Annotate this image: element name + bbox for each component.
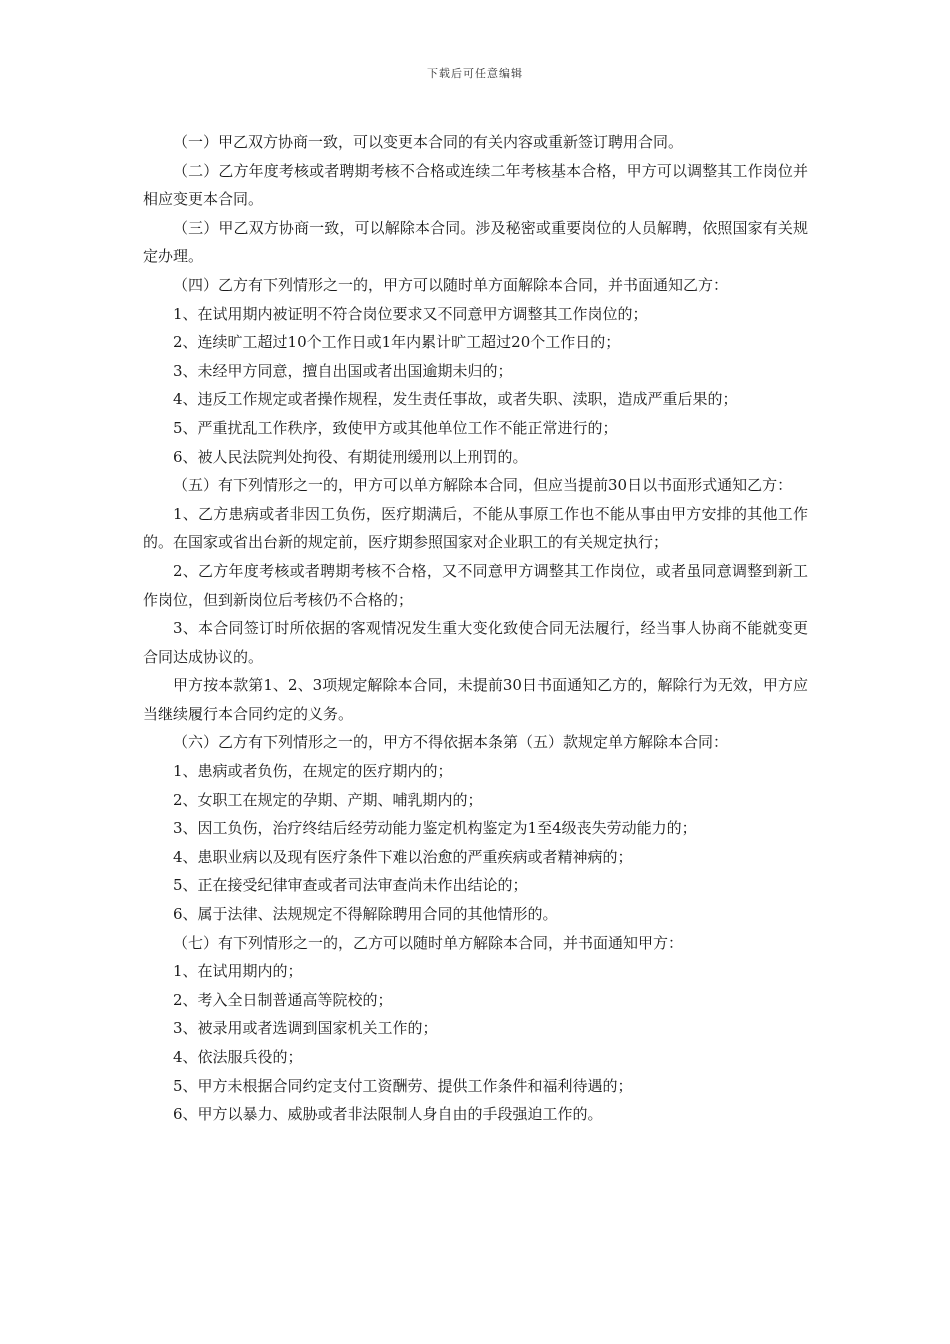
clause-paragraph: （四）乙方有下列情形之一的，甲方可以随时单方面解除本合同，并书面通知乙方： (173, 275, 729, 294)
list-item: 6、属于法律、法规规定不得解除聘用合同的其他情形的。 (173, 905, 558, 924)
clause-paragraph: （三）甲乙双方协商一致，可以解除本合同。涉及秘密或重要岗位的人员解聘，依照国家有关规定办理。 (143, 218, 808, 266)
list-item: 2、考入全日制普通高等院校的； (173, 990, 393, 1009)
list-item: 5、正在接受纪律审查或者司法审查尚未作出结论的； (173, 876, 528, 895)
list-item: 3、未经甲方同意，擅自出国或者出国逾期未归的； (173, 361, 513, 380)
list-item: 1、在试用期内被证明不符合岗位要求又不同意甲方调整其工作岗位的； (173, 304, 648, 323)
clause-paragraph: （五）有下列情形之一的，甲方可以单方解除本合同，但应当提前30日以书面形式通知乙方： (173, 476, 793, 495)
list-item: 5、甲方未根据合同约定支付工资酬劳、提供工作条件和福利待遇的； (173, 1076, 633, 1095)
list-item: 6、甲方以暴力、威胁或者非法限制人身自由的手段强迫工作的。 (173, 1105, 603, 1124)
list-item: 4、依法服兵役的； (173, 1048, 303, 1066)
list-item: 3、被录用或者选调到国家机关工作的； (173, 1019, 438, 1038)
clause-paragraph: （一）甲乙双方协商一致，可以变更本合同的有关内容或重新签订聘用合同。 (173, 133, 684, 151)
list-item: 4、违反工作规定或者操作规程，发生责任事故，或者失职、渎职，造成严重后果的； (173, 390, 738, 409)
clause-paragraph: （二）乙方年度考核或者聘期考核不合格或连续二年考核基本合格，甲方可以调整其工作岗位并相应变更本合同。 (143, 161, 808, 209)
list-item: 1、在试用期内的； (173, 962, 303, 981)
page-header-note: 下载后可任意编辑 (427, 67, 523, 80)
clause-paragraph: 甲方按本款第1、2、3项规定解除本合同，未提前30日书面通知乙方的，解除行为无效，甲方应当继续履行本合同约定的义务。 (143, 676, 808, 723)
list-item: 4、患职业病以及现有医疗条件下难以治愈的严重疾病或者精神病的； (173, 847, 633, 866)
list-item: 2、女职工在规定的孕期、产期、哺乳期内的； (173, 790, 483, 809)
list-item: 2、连续旷工超过10个工作日或1年内累计旷工超过20个工作日的； (173, 333, 621, 352)
clause-paragraph: （六）乙方有下列情形之一的，甲方不得依据本条第（五）款规定单方解除本合同： (173, 733, 729, 752)
list-item: 5、严重扰乱工作秩序，致使甲方或其他单位工作不能正常进行的； (173, 418, 618, 437)
list-item: 2、乙方年度考核或者聘期考核不合格，又不同意甲方调整其工作岗位，或者虽同意调整到新工作岗位，但到新岗位后考核仍不合格的； (143, 561, 808, 609)
list-item: 1、乙方患病或者非因工负伤，医疗期满后，不能从事原工作也不能从事由甲方安排的其他工作的。在国家或省出台新的规定前，医疗期参照国家对企业职工的有关规定执行； (143, 504, 808, 552)
list-item: 1、患病或者负伤，在规定的医疗期内的； (173, 762, 453, 781)
list-item: 6、被人民法院判处拘役、有期徒刑缓刑以上刑罚的。 (173, 447, 528, 466)
list-item: 3、本合同签订时所依据的客观情况发生重大变化致使合同无法履行，经当事人协商不能就变更合同达成协议的。 (143, 619, 808, 666)
list-item: 3、因工负伤，治疗终结后经劳动能力鉴定机构鉴定为1至4级丧失劳动能力的； (173, 819, 697, 838)
document-body (143, 128, 808, 1129)
clause-paragraph: （七）有下列情形之一的，乙方可以随时单方解除本合同，并书面通知甲方： (173, 933, 684, 952)
